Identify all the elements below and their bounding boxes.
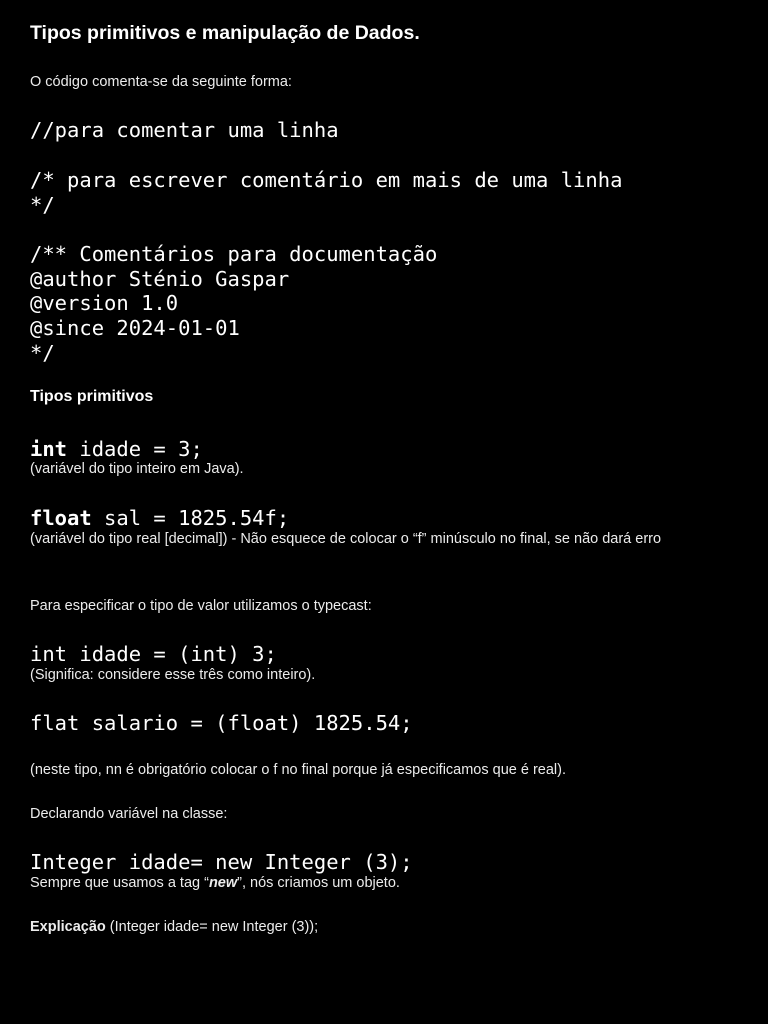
class-intro: Declarando variável na classe: <box>30 806 228 822</box>
code-doc-comment-start: /** Comentários para documentação <box>30 242 438 266</box>
code-keyword-float: float <box>30 506 92 530</box>
code-doc-since: @since 2024-01-01 <box>30 316 240 340</box>
code-typecast-int: int idade = (int) 3; <box>30 642 277 666</box>
section-heading-primitives: Tipos primitivos <box>30 388 154 405</box>
code-doc-version: @version 1.0 <box>30 291 179 315</box>
explanation <box>30 916 318 938</box>
page-title: Tipos primitivos e manipulação de Dados. <box>30 22 420 44</box>
typecast-int-note: (Significa: considere esse três como inteiro). <box>30 667 316 683</box>
code-keyword-int: int <box>30 437 68 461</box>
comment-intro: O código comenta-se da seguinte forma: <box>30 74 292 90</box>
code-doc-author: @author Sténio Gaspar <box>30 267 290 291</box>
code-int-rest: idade = 3; <box>67 437 203 461</box>
explanation-label: Explicação <box>30 919 106 935</box>
explanation-text: (Integer idade= new Integer (3)); <box>105 919 319 935</box>
code-single-line-comment: //para comentar uma linha <box>30 118 339 142</box>
class-note-suffix: ”, nós criamos um objeto. <box>237 875 400 891</box>
class-note <box>30 872 400 894</box>
typecast-float-note: (neste tipo, nn é obrigatório colocar o f no final porque já especificamos que é real). <box>30 762 567 778</box>
code-float-rest: sal = 1825.54f; <box>91 506 290 530</box>
int-note: (variável do tipo inteiro em Java). <box>30 461 244 477</box>
code-doc-comment-end: */ <box>30 341 55 365</box>
typecast-intro: Para especificar o tipo de valor utilizamos o typecast: <box>30 598 372 614</box>
class-note-keyword: new <box>208 875 238 891</box>
class-note-prefix: Sempre que usamos a tag “ <box>30 875 209 891</box>
code-typecast-float: flat salario = (float) 1825.54; <box>30 711 413 735</box>
float-note: (variável do tipo real [decimal]) - Não esquece de colocar o “f” minúsculo no final, se não dará erro <box>30 531 662 547</box>
code-multi-line-comment-end: */ <box>30 193 55 217</box>
code-multi-line-comment-start: /* para escrever comentário em mais de uma linha <box>30 168 623 192</box>
code-class-example: Integer idade= new Integer (3); <box>30 850 413 874</box>
